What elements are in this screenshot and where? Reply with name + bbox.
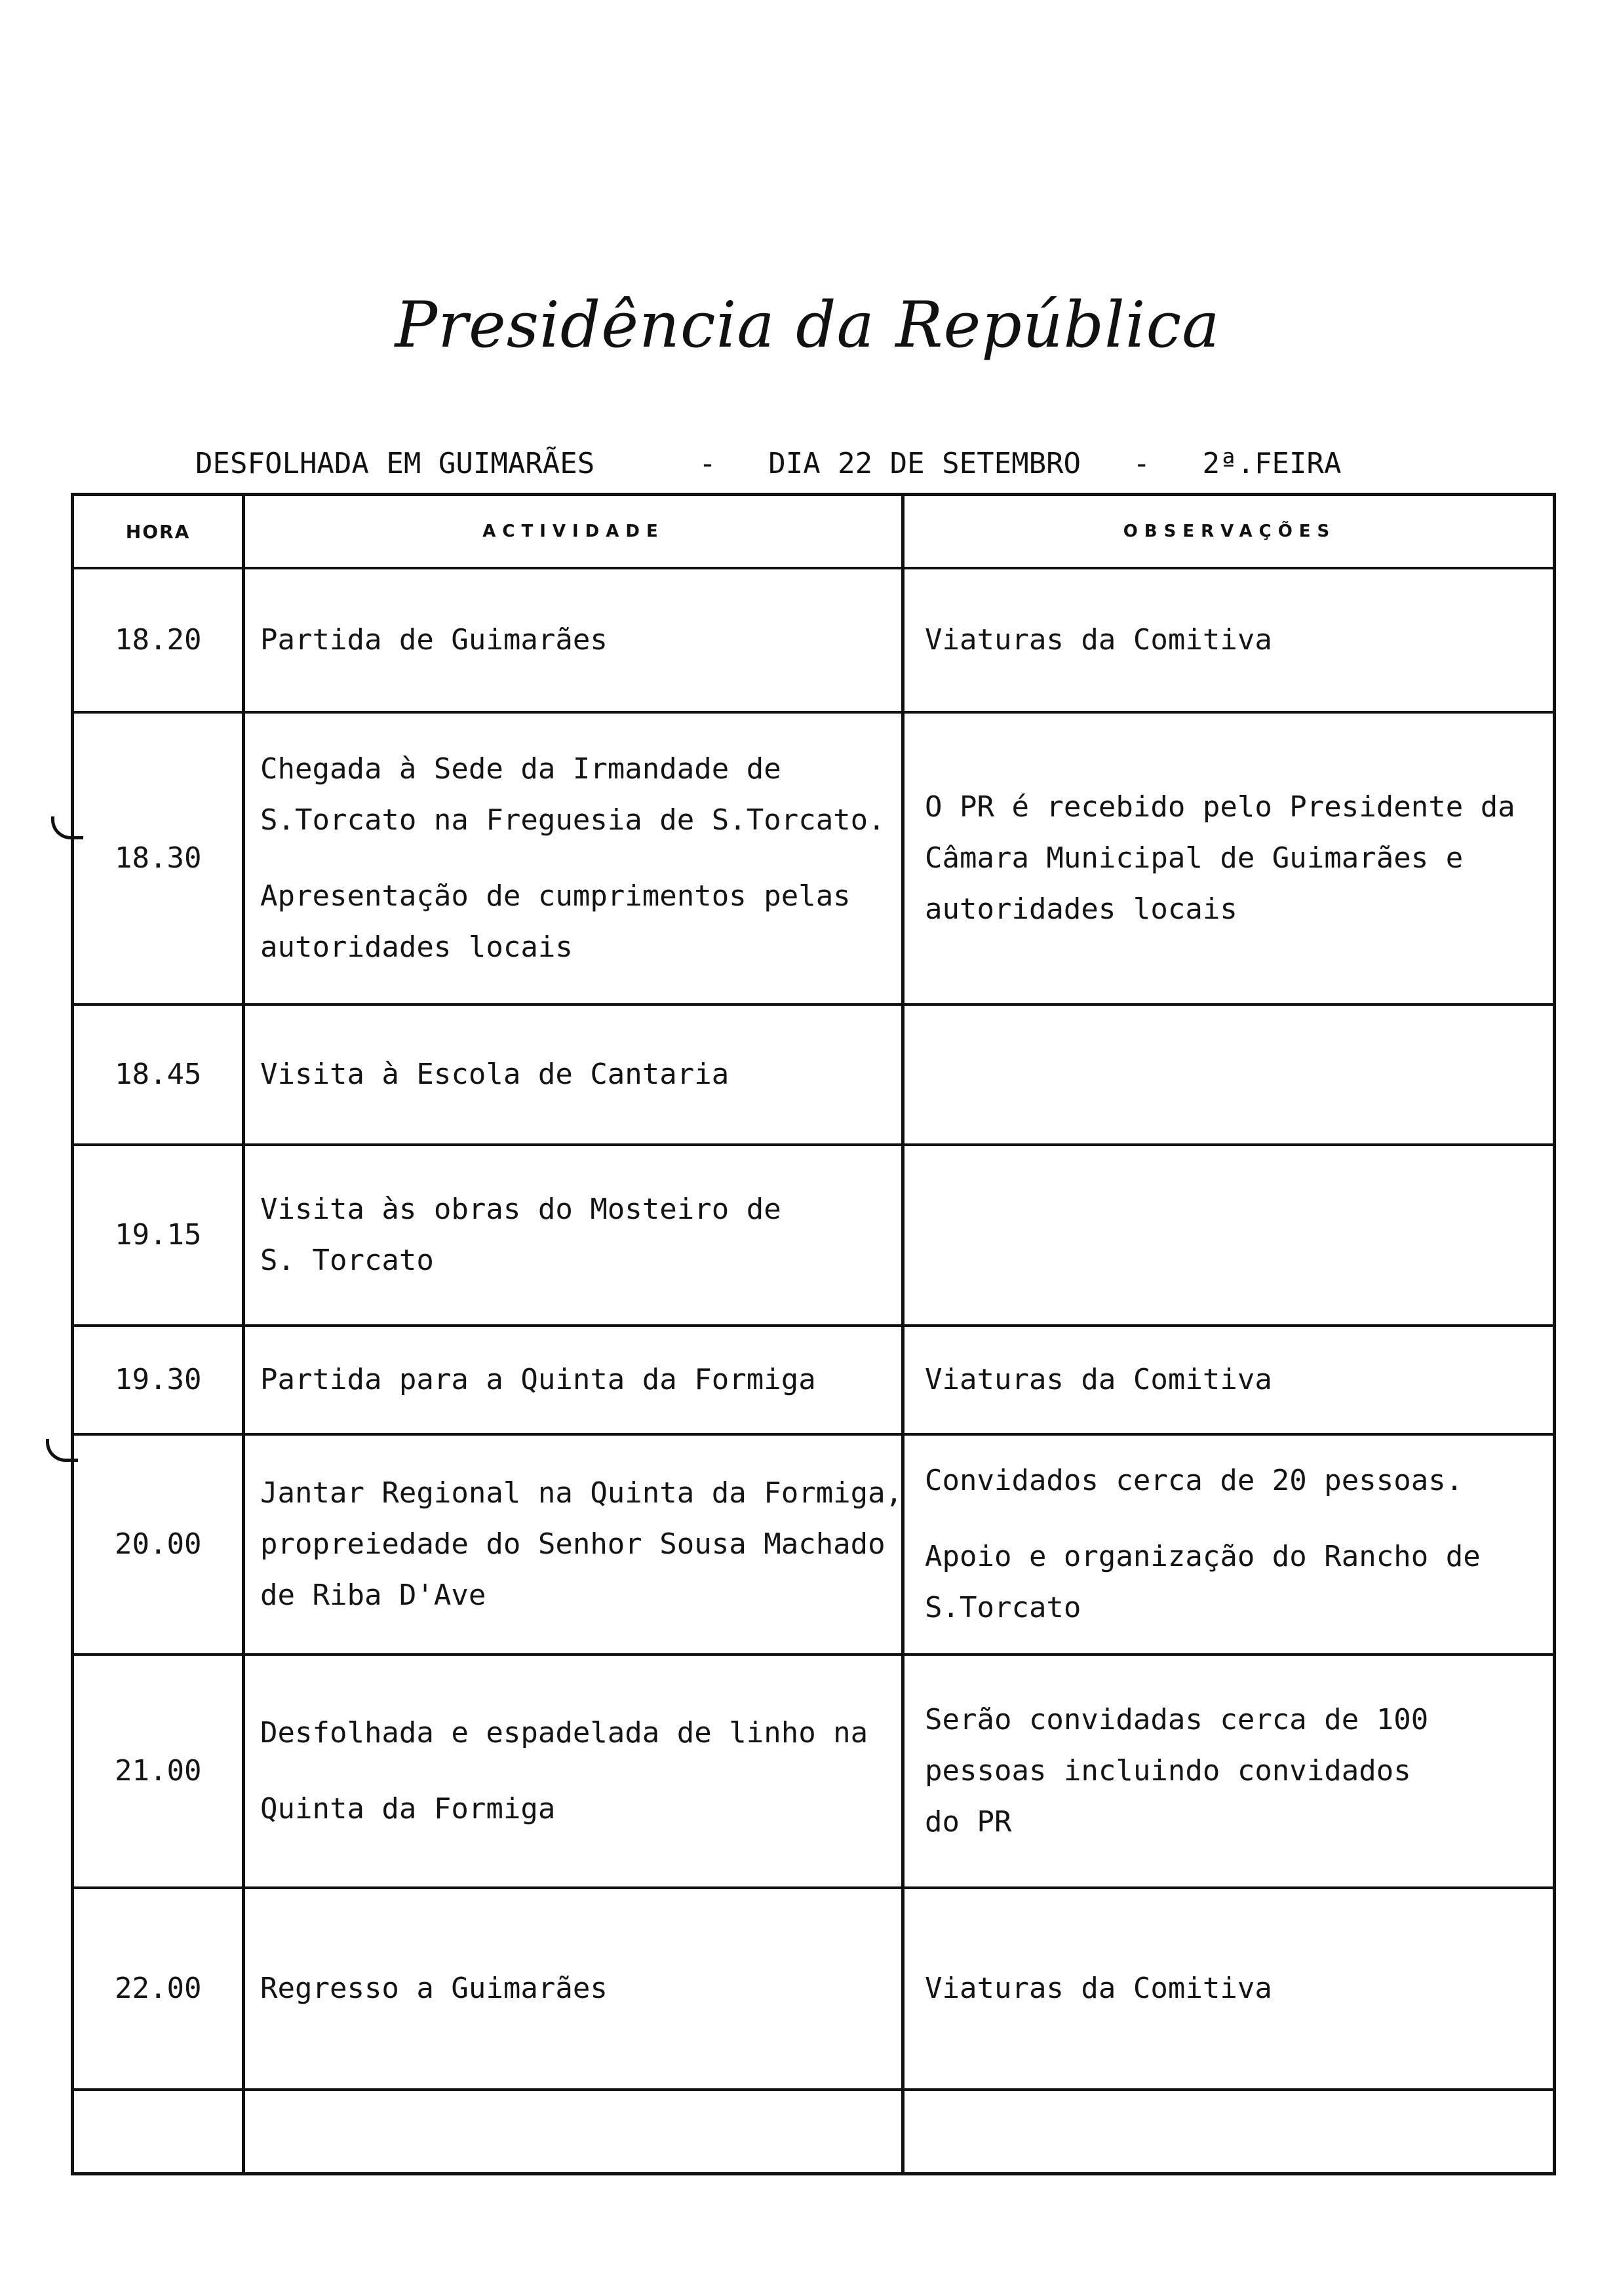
table-row [74, 569, 1553, 711]
column-header-observacoes: OBSERVAÇÕES [1123, 522, 1336, 541]
table-row [74, 1656, 1553, 1886]
cell-text-line: Visita à Escola de Cantaria [260, 1058, 730, 1091]
cell-observacoes [905, 1006, 1554, 1143]
cell-text-line: pessoas incluindo convidados [925, 1754, 1411, 1788]
cell-hora [74, 569, 242, 711]
cell-observacoes [905, 714, 1554, 1003]
table-row [74, 1436, 1553, 1653]
cell-hora [74, 1436, 242, 1653]
cell-text-line: Viaturas da Comitiva [925, 1972, 1272, 2005]
cell-hora [74, 1889, 242, 2088]
cell-actividade [246, 1146, 901, 1324]
time-value: 20.00 [115, 1527, 202, 1561]
cell-text-line: Viaturas da Comitiva [925, 1363, 1272, 1396]
margin-bracket-mark [46, 1439, 78, 1462]
event-date: DIA 22 DE SETEMBRO [768, 447, 1081, 480]
cell-text-line: Convidados cerca de 20 pessoas. [925, 1464, 1464, 1497]
cell-actividade [246, 1436, 901, 1653]
cell-text-line: Partida para a Quinta da Formiga [260, 1363, 816, 1396]
cell-observacoes [905, 1327, 1554, 1433]
cell-text-line: propreiedade do Senhor Sousa Machado [260, 1527, 885, 1561]
cell-observacoes [905, 569, 1554, 711]
cell-observacoes [905, 1146, 1554, 1324]
time-value: 21.00 [115, 1754, 202, 1788]
cell-observacoes [905, 1656, 1554, 1886]
cell-text-line: Chegada à Sede da Irmandade de [260, 752, 781, 786]
cell-actividade [246, 1006, 901, 1143]
paragraph-gap [260, 1759, 901, 1784]
schedule-table [71, 493, 1556, 2175]
column-header-hora: HORA [125, 520, 191, 543]
cell-actividade [246, 1889, 901, 2088]
cell-text-line: Visita às obras do Mosteiro de [260, 1193, 781, 1226]
time-value: 18.30 [115, 841, 202, 875]
cell-text-line: Câmara Municipal de Guimarães e [925, 841, 1464, 875]
cell-observacoes [905, 2091, 1554, 2172]
cell-hora [74, 714, 242, 1003]
cell-text-line: S. Torcato [260, 1244, 434, 1277]
cell-text-line: autoridades locais [925, 892, 1237, 926]
cell-observacoes [905, 1889, 1554, 2088]
time-value: 18.20 [115, 623, 202, 657]
cell-actividade [246, 1656, 901, 1886]
cell-text-line: Apresentação de cumprimentos pelas [260, 879, 851, 913]
cell-text-line: de Riba D'Ave [260, 1578, 486, 1612]
cell-text-line: Desfolhada e espadelada de linho na [260, 1716, 868, 1750]
cell-hora [74, 2091, 242, 2172]
table-row [74, 1327, 1553, 1433]
cell-text-line: S.Torcato [925, 1591, 1081, 1624]
document-heading [195, 447, 1341, 480]
cell-text-line: Viaturas da Comitiva [925, 623, 1272, 657]
table-row [74, 2091, 1553, 2172]
cell-hora [74, 1006, 242, 1143]
cell-text-line: Regresso a Guimarães [260, 1972, 608, 2005]
cell-text-line: do PR [925, 1805, 1012, 1839]
cell-hora [74, 1327, 242, 1433]
table-row [74, 714, 1553, 1003]
margin-bracket-mark [51, 816, 83, 839]
table-row [74, 1889, 1553, 2088]
heading-separator: - [699, 447, 716, 480]
letterhead: Presidência da República [395, 288, 1220, 362]
heading-separator: - [1133, 447, 1151, 480]
cell-actividade [246, 714, 901, 1003]
cell-text-line: S.Torcato na Freguesia de S.Torcato. [260, 803, 885, 837]
cell-text-line: autoridades locais [260, 930, 573, 964]
cell-text-line: O PR é recebido pelo Presidente da [925, 790, 1515, 824]
cell-text-line: Quinta da Formiga [260, 1792, 556, 1826]
time-value: 22.00 [115, 1972, 202, 2005]
cell-actividade [246, 2091, 901, 2172]
table-row [74, 1006, 1553, 1143]
cell-observacoes [905, 1436, 1554, 1653]
cell-text-line: Jantar Regional na Quinta da Formiga, [260, 1476, 903, 1510]
cell-actividade [246, 569, 901, 711]
time-value: 19.30 [115, 1363, 202, 1396]
cell-actividade [246, 1327, 901, 1433]
cell-hora [74, 1146, 242, 1324]
cell-text-line: Serão convidadas cerca de 100 [925, 1703, 1429, 1736]
time-value: 18.45 [115, 1058, 202, 1091]
event-title: DESFOLHADA EM GUIMARÃES [195, 447, 595, 480]
cell-text-line: Apoio e organização do Rancho de [925, 1540, 1481, 1573]
cell-text-line: Partida de Guimarães [260, 623, 608, 657]
event-weekday: 2ª.FEIRA [1202, 447, 1342, 480]
cell-hora [74, 1656, 242, 1886]
paragraph-gap [925, 1506, 1554, 1531]
paragraph-gap [260, 846, 901, 871]
time-value: 19.15 [115, 1218, 202, 1252]
column-header-actividade: ACTIVIDADE [482, 522, 665, 541]
table-row [74, 1146, 1553, 1324]
